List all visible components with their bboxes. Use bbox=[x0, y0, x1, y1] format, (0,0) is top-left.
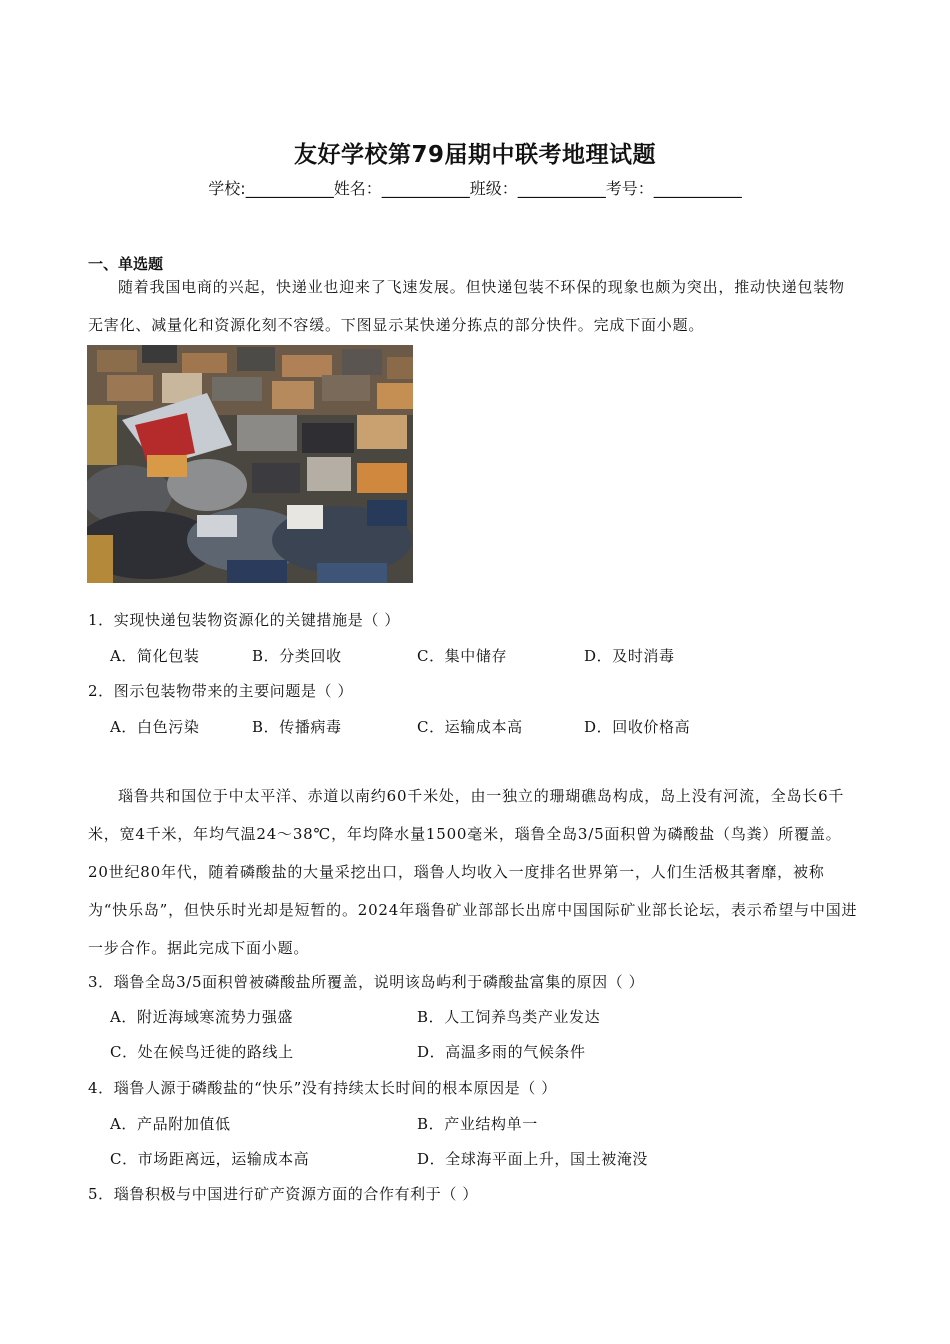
q4-option-a: A．产品附加值低 bbox=[110, 1115, 231, 1133]
student-info-text: 学校:___________姓名：___________班级：___________考号：___________ bbox=[208, 179, 742, 198]
page-title: 友好学校第79届期中联考地理试题 bbox=[293, 142, 656, 168]
q3-option-b: B．人工饲养鸟类产业发达 bbox=[417, 1008, 601, 1026]
question-1: 1．实现快递包装物资源化的关键措施是（ ） bbox=[88, 611, 400, 629]
q1-option-d: D．及时消毒 bbox=[584, 647, 675, 665]
section-heading: 一、单选题 bbox=[88, 255, 164, 273]
passage-1: 随着我国电商的兴起，快递业也迎来了飞速发展。但快递包装不环保的现象也颇为突出，推动快递包装物无害化、减量化和资源化刻不容缓。下图显示某快递分拣点的部分快件。完成下面小题。 bbox=[88, 278, 845, 334]
q1-option-c: C．集中储存 bbox=[417, 647, 508, 665]
passage-2: 瑙鲁共和国位于中太平洋、赤道以南约60千米处，由一独立的珊瑚礁岛构成，岛上没有河流，全岛长6千米，宽4千米，年均气温24～38℃，年均降水量1500毫米，瑙鲁全岛3/5面积曾为磷酸盐（鸟粪）所覆盖。20世纪80年代，随着磷酸盐的大量采挖出口，瑙鲁人均收入一度排名世界第一，人们生活极其奢靡，被称为“快乐岛”，但快乐时光却是短暂的。2024年瑙鲁矿业部部长出席中国国际矿业部长论坛，表示希望与中国进一步合作。据此完成下面小题。 bbox=[88, 787, 858, 957]
q4-option-d: D．全球海平面上升，国土被淹没 bbox=[417, 1150, 649, 1168]
question-2: 2．图示包装物带来的主要问题是（ ） bbox=[88, 682, 354, 700]
question-4: 4．瑙鲁人源于磷酸盐的“快乐”没有持续太长时间的根本原因是（ ） bbox=[88, 1079, 557, 1097]
q2-option-a: A．白色污染 bbox=[110, 718, 200, 736]
q2-option-b: B．传播病毒 bbox=[252, 718, 342, 736]
q4-option-b: B．产业结构单一 bbox=[417, 1115, 538, 1133]
q4-option-c: C．市场距离远，运输成本高 bbox=[110, 1150, 310, 1168]
student-info-line bbox=[0, 176, 950, 199]
q3-option-d: D．高温多雨的气候条件 bbox=[417, 1043, 586, 1061]
q1-option-b: B．分类回收 bbox=[252, 647, 342, 665]
question-5: 5．瑙鲁积极与中国进行矿产资源方面的合作有利于（ ） bbox=[88, 1185, 478, 1203]
parcel-pile-photo bbox=[87, 345, 413, 583]
q2-option-d: D．回收价格高 bbox=[584, 718, 691, 736]
question-3: 3．瑙鲁全岛3/5面积曾被磷酸盐所覆盖，说明该岛屿利于磷酸盐富集的原因（ ） bbox=[88, 973, 645, 991]
q1-option-a: A．简化包装 bbox=[110, 647, 200, 665]
q3-option-a: A．附近海域寒流势力强盛 bbox=[110, 1008, 294, 1026]
q2-option-c: C．运输成本高 bbox=[417, 718, 523, 736]
q3-option-c: C．处在候鸟迁徙的路线上 bbox=[110, 1043, 294, 1061]
